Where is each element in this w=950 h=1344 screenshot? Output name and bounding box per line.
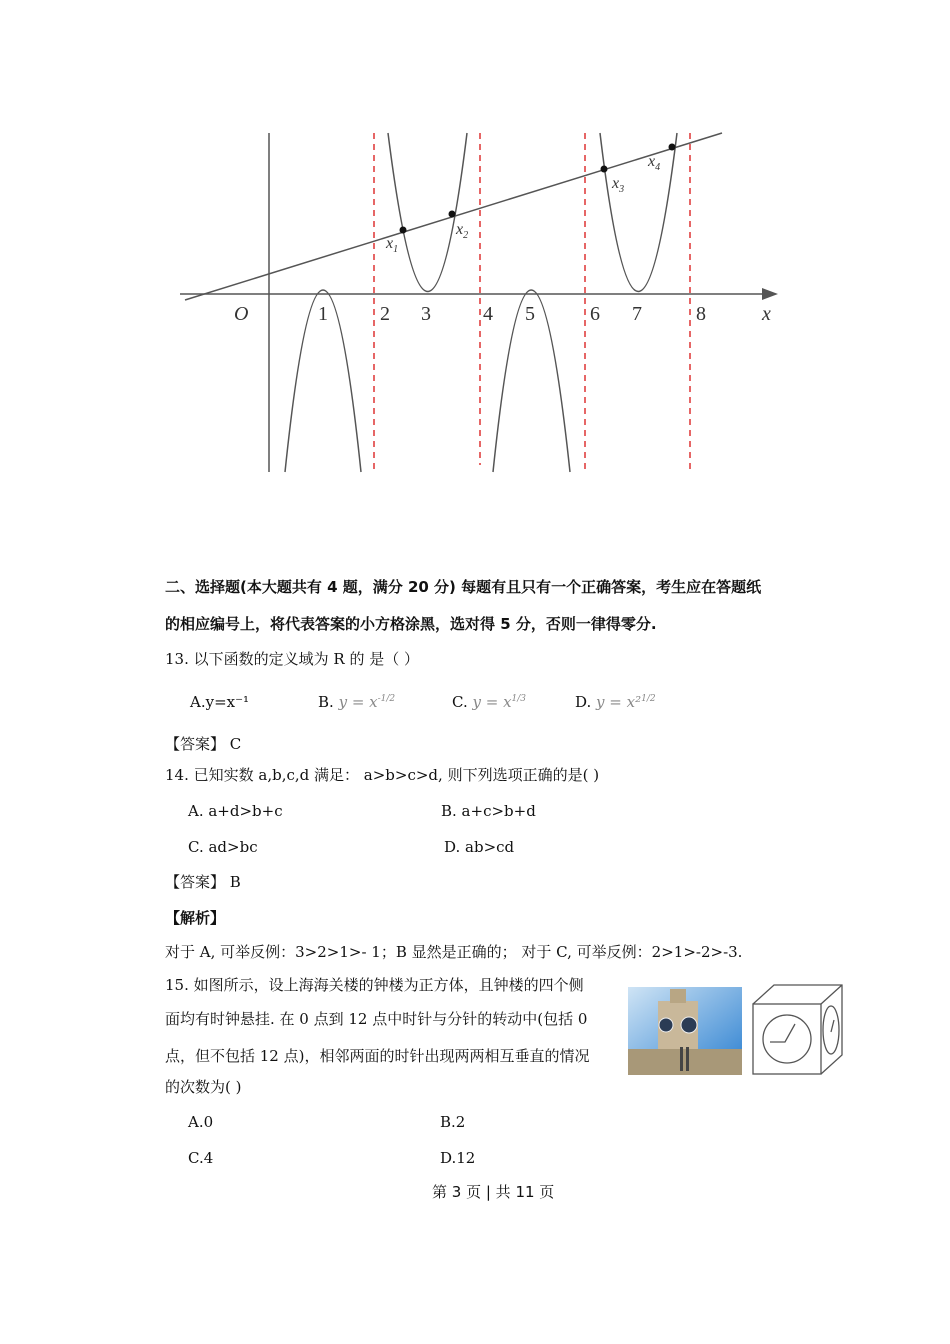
q15-option-d: D.12 — [440, 1149, 476, 1167]
q14-answer: 【答案】 B — [165, 873, 241, 891]
point-label-x3: $x_3$ — [612, 175, 625, 195]
q14-option-b: B. a+c>b+d — [441, 802, 536, 820]
q13-option-b: B. $y = x^{-1/2}$ — [318, 693, 396, 711]
tick-3: 3 — [421, 303, 431, 325]
q13-answer: 【答案】 C — [165, 735, 242, 753]
q15-option-c: C.4 — [188, 1149, 214, 1167]
point-label-x4: $x_4$ — [648, 153, 661, 173]
tick-5: 5 — [525, 303, 535, 325]
tick-6: 6 — [590, 303, 600, 325]
page-footer: 第 3 页 | 共 11 页 — [432, 1183, 555, 1201]
q14-analysis-title: 【解析】 — [165, 909, 226, 927]
tick-2: 2 — [380, 303, 390, 325]
q14-option-a: A. a+d>b+c — [188, 802, 283, 820]
cube-clock-diagram — [750, 982, 845, 1077]
q13-stem: 13. 以下函数的定义域为 R 的 是（ ） — [165, 650, 419, 668]
q15-option-b: B.2 — [440, 1113, 466, 1131]
q14-option-d: D. ab>cd — [444, 838, 515, 856]
q15-line4: 的次数为( ) — [165, 1078, 242, 1096]
q15-line3: 点，但不包括 12 点)，相邻两面的时针出现两两相互垂直的情况 — [165, 1047, 590, 1065]
q14-stem: 14. 已知实数 a,b,c,d 满足： a>b>c>d, 则下列选项正确的是( ) — [165, 766, 600, 784]
tick-8: 8 — [696, 303, 706, 325]
q13-option-d: D. y = x²$^{1/2}$ — [575, 693, 656, 711]
clock-tower-photo — [628, 987, 742, 1075]
q13-option-c: C. $y = x^{1/3}$ — [452, 693, 527, 711]
q13-option-a: A.y=x⁻¹ — [190, 693, 250, 711]
function-graph — [0, 0, 950, 520]
q15-line2: 面均有时钟悬挂. 在 0 点到 12 点中时针与分针的转动中(包括 0 — [165, 1010, 588, 1028]
q14-option-c: C. ad>bc — [188, 838, 258, 856]
x-label: x — [762, 303, 771, 325]
tick-4: 4 — [483, 303, 493, 325]
tick-1: 1 — [318, 303, 328, 325]
section-heading: 二、选择题(本大题共有 4 题，满分 20 分) 每题有且只有一个正确答案，考生应在答题纸 — [165, 578, 762, 596]
point-label-x1: $x_1$ — [386, 235, 399, 255]
tick-7: 7 — [632, 303, 642, 325]
q15-option-a: A.0 — [188, 1113, 214, 1131]
origin-label: O — [234, 303, 249, 325]
x-axis-arrow — [762, 288, 778, 300]
point-label-x2: $x_2$ — [456, 221, 469, 241]
q14-analysis: 对于 A, 可举反例：3>2>1>- 1；B 显然是正确的； 对于 C, 可举反例：2>1>-2>-3. — [165, 943, 743, 961]
section-heading-cont: 的相应编号上，将代表答案的小方格涂黑，选对得 5 分，否则一律得零分. — [165, 615, 657, 633]
q15-line1: 15. 如图所示，设上海海关楼的钟楼为正方体，且钟楼的四个侧 — [165, 976, 584, 994]
